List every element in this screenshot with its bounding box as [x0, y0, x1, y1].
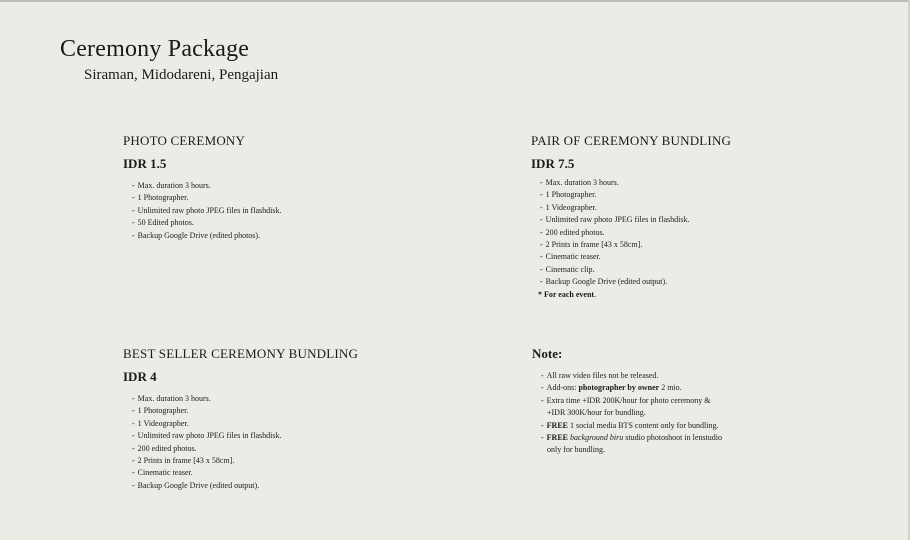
list-item: - Unlimited raw photo JPEG files in flashdisk.: [132, 431, 282, 441]
list-item: - 2 Prints in frame [43 x 58cm].: [540, 240, 643, 250]
list-item: - 200 edited photos.: [540, 227, 605, 237]
list-item: - Backup Google Drive (edited photos).: [132, 230, 261, 240]
list-item: - 1 Videographer.: [132, 418, 189, 428]
page-title: Ceremony Package: [60, 36, 250, 62]
list-item: - Cinematic teaser.: [540, 252, 601, 262]
pair-bundling-section: [531, 133, 731, 301]
list-item: - Max. duration 3 hours.: [132, 181, 211, 190]
list-item: - 1 Photographer.: [132, 406, 189, 416]
list-item: - 1 Photographer.: [132, 193, 189, 203]
list-item: - Backup Google Drive (edited output).: [132, 480, 260, 490]
page-subtitle: Siraman, Midodareni, Pengajian: [84, 67, 279, 83]
section-title: PHOTO CEREMONY: [123, 133, 246, 148]
list-item: - 1 Videographer.: [540, 202, 597, 212]
list-item: - 1 Photographer.: [540, 190, 597, 200]
footnote: * For each event.: [538, 289, 597, 299]
list-item: - FREE 1 social media BTS content only for bundling.: [541, 420, 719, 430]
note-title: Note:: [532, 346, 563, 361]
list-item: - Backup Google Drive (edited output).: [540, 277, 668, 287]
list-item: - 50 Edited photos.: [132, 218, 194, 228]
list-item: - FREE background biru studio photoshoot in lenstudio only for bundling.: [541, 433, 722, 455]
list-item: - Cinematic clip.: [540, 264, 595, 274]
list-item: - Max. duration 3 hours.: [540, 178, 619, 187]
section-title: PAIR OF CEREMONY BUNDLING: [531, 133, 732, 148]
list-item: - All raw video files not be released.: [541, 371, 659, 380]
list-item: - Extra time +IDR 200K/hour for photo ceremony & +IDR 300K/hour for bundling.: [541, 395, 711, 418]
list-item: - Unlimited raw photo JPEG files in flashdisk.: [132, 205, 282, 215]
feature-list: [123, 180, 281, 242]
feature-list: [123, 393, 358, 492]
photo-ceremony-section: [123, 133, 281, 242]
list-item: - Unlimited raw photo JPEG files in flashdisk.: [540, 215, 690, 225]
best-seller-section: [123, 346, 358, 492]
list-item: - Cinematic teaser.: [132, 468, 193, 478]
price: IDR 1.5: [123, 156, 167, 171]
section-title: BEST SELLER CEREMONY BUNDLING: [123, 346, 359, 361]
price: IDR 7.5: [531, 156, 575, 171]
note-section: [532, 346, 722, 457]
price: IDR 4: [123, 369, 157, 384]
list-item: - Max. duration 3 hours.: [132, 394, 211, 403]
list-item: - 2 Prints in frame [43 x 58cm].: [132, 456, 235, 466]
feature-list: [531, 177, 731, 301]
list-item: - 200 edited photos.: [132, 443, 197, 453]
note-list: [532, 370, 722, 457]
top-divider: [0, 0, 910, 2]
list-item: - Add-ons: photographer by owner 2 mio.: [541, 383, 682, 393]
